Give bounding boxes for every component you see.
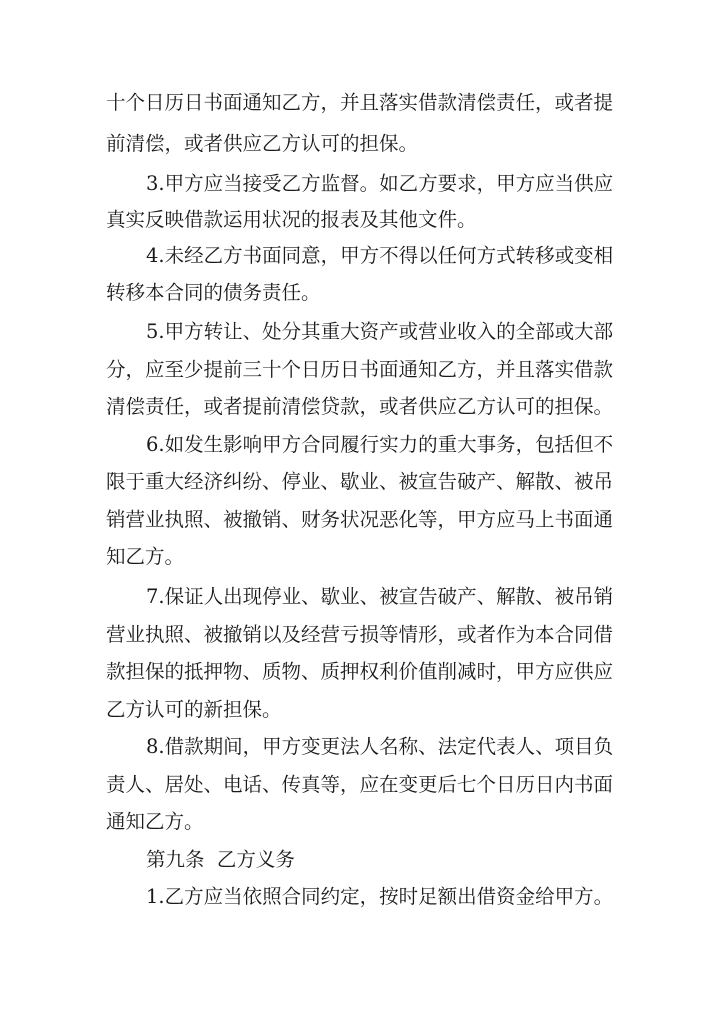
text-line [0,392,720,422]
text-line [0,582,720,612]
text-line-content: 4.未经乙方书面同意，甲方不得以任何方式转移或变相 [146,244,614,267]
text-line-content: 通知乙方。 [106,810,204,833]
text-line [0,807,720,837]
text-line-content: 7.保证人出现停业、歇业、被宣告破产、解散、被吊销 [146,585,614,608]
text-line-content: 5.甲方转让、处分其重大资产或营业收入的全部或大部 [146,320,614,343]
text-line-content: 真实反映借款运用状况的报表及其他文件。 [106,208,477,231]
text-line-content: 3.甲方应当接受乙方监督。如乙方要求，甲方应当供应 [146,172,614,195]
text-line [0,430,720,460]
text-line [0,278,720,308]
text-line [0,732,720,762]
text-line-content: 分，应至少提前三十个日历日书面通知乙方，并且落实借款 [106,358,614,381]
text-line-content: 1.乙方应当依照合同约定，按时足额出借资金给甲方。 [146,885,614,908]
text-line-content: 6.如发生影响甲方合同履行实力的重大事务，包括但不 [146,433,614,456]
text-line-content: 营业执照、被撤销以及经营亏损等情形，或者作为本合同借 [106,623,614,646]
text-line [0,169,720,199]
text-line [0,620,720,650]
text-line [0,882,720,912]
section-heading [0,845,720,875]
text-line [0,88,720,118]
text-line-content: 款担保的抵押物、质物、质押权利价值削减时，甲方应供应 [106,660,614,683]
section-heading-text: 第九条 乙方义务 [146,848,295,871]
text-line [0,467,720,497]
text-line-content: 责人、居处、电话、传真等，应在变更后七个日历日内书面 [106,773,614,796]
text-line-content: 转移本合同的债务责任。 [106,281,321,304]
text-line-content: 知乙方。 [106,545,185,568]
text-line-content: 十个日历日书面通知乙方，并且落实借款清偿责任，或者提 [106,91,614,114]
text-line [0,317,720,347]
text-line [0,542,720,572]
text-line-content: 清偿责任，或者提前清偿贷款，或者供应乙方认可的担保。 [106,395,614,418]
text-line [0,241,720,271]
text-line-content: 乙方认可的新担保。 [106,698,282,721]
text-line [0,355,720,385]
text-line [0,695,720,725]
text-line-content: 销营业执照、被撤销、财务状况恶化等，甲方应马上书面通 [106,508,614,531]
text-line-content: 前清偿，或者供应乙方认可的担保。 [106,132,419,155]
text-line [0,205,720,235]
text-line [0,129,720,159]
text-line [0,657,720,687]
text-line [0,505,720,535]
text-line-content: 8.借款期间，甲方变更法人名称、法定代表人、项目负 [146,735,614,758]
text-line [0,770,720,800]
text-line-content: 限于重大经济纠纷、停业、歇业、被宣告破产、解散、被吊 [106,470,614,493]
